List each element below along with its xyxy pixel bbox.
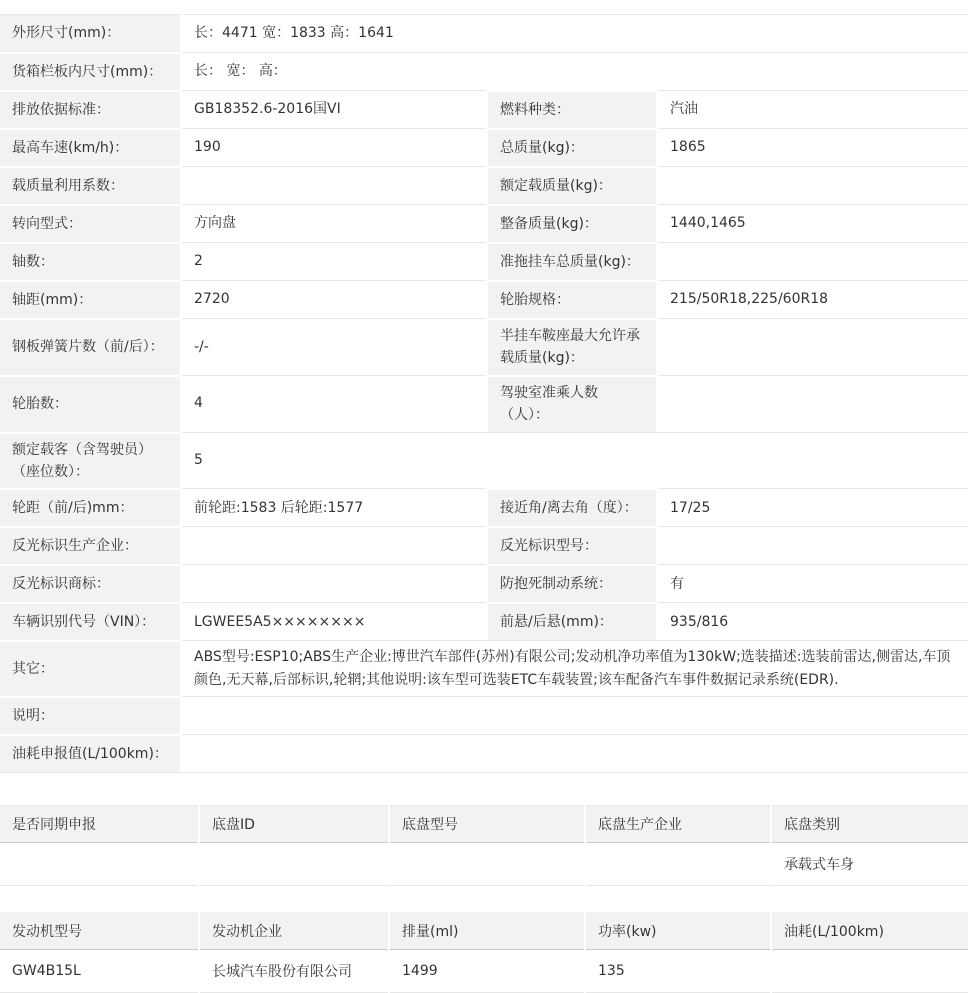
spec-row-axles-trailer: [0, 242, 968, 280]
spec-label: 轴数：: [0, 242, 180, 280]
spec-label: 准拖挂车总质量(kg)：: [488, 242, 656, 280]
spec-label: 燃料种类：: [488, 90, 656, 128]
spec-row-seats: [0, 432, 968, 489]
spec-label: 反光标识型号：: [488, 526, 656, 564]
spec-label: 额定载质量(kg)：: [488, 166, 656, 204]
spec-value: 前轮距:1583 后轮距:1577: [182, 488, 486, 526]
spec-value: 1865: [658, 128, 968, 166]
spec-row-load-factor: [0, 166, 968, 204]
engine-header-fuel: 油耗(L/100km): [772, 912, 968, 950]
spec-label: 整备质量(kg)：: [488, 204, 656, 242]
chassis-header-id: 底盘ID: [200, 805, 388, 843]
spec-value: [658, 375, 968, 432]
spec-value: ABS型号:ESP10;ABS生产企业:博世汽车部件(苏州)有限公司;发动机净功率值为130kW;选装描述:选装前雷达,侧雷达,车顶颜色,无天幕,后部标识,轮辋;其他说明:该车型可选装ETC车载装置;该车配备汽车事件数据记录系统(EDR).: [182, 640, 968, 696]
spec-value: 2: [182, 242, 486, 280]
spec-value: 长： 宽： 高：: [182, 52, 968, 90]
spec-label: 最高车速(km/h)：: [0, 128, 180, 166]
engine-cell-power: 135: [586, 950, 770, 993]
spec-value: 4: [182, 375, 486, 432]
spec-label: 载质量利用系数：: [0, 166, 180, 204]
spec-label: 防抱死制动系统：: [488, 564, 656, 602]
spec-row-wheelbase-tyre: [0, 280, 968, 318]
engine-table: [0, 912, 968, 993]
spec-value: [658, 166, 968, 204]
engine-header-model: 发动机型号: [0, 912, 198, 950]
spec-row-reflective-abs: [0, 564, 968, 602]
spec-label: 反光标识生产企业：: [0, 526, 180, 564]
spec-label: 半挂车鞍座最大允许承载质量(kg)：: [488, 318, 656, 375]
spec-row-track-angles: [0, 488, 968, 526]
chassis-cell-concurrent: [0, 843, 198, 886]
chassis-table: [0, 805, 968, 886]
spec-row-vin-overhang: [0, 602, 968, 640]
spec-value: 5: [182, 432, 968, 489]
spec-value: 汽油: [658, 90, 968, 128]
spec-row-tyres-cab: [0, 375, 968, 432]
spec-row-other: [0, 640, 968, 696]
spec-value: 215/50R18,225/60R18: [658, 280, 968, 318]
spec-label: 转向型式：: [0, 204, 180, 242]
chassis-cell-maker: [586, 843, 770, 886]
spec-value: [658, 526, 968, 564]
spec-table: [0, 14, 968, 773]
spec-label: 钢板弹簧片数（前/后）：: [0, 318, 180, 375]
spec-label: 轮胎规格：: [488, 280, 656, 318]
spec-label: 油耗申报值(L/100km)：: [0, 734, 180, 772]
spec-label: 其它：: [0, 640, 180, 696]
chassis-cell-model: [390, 843, 584, 886]
spec-label: 外形尺寸(mm)：: [0, 14, 180, 52]
spec-value: 有: [658, 564, 968, 602]
spec-value: 长：4471 宽：1833 高：1641: [182, 14, 968, 52]
spec-value: [182, 734, 968, 772]
spec-value: [182, 696, 968, 734]
engine-cell-fuel: [772, 950, 968, 993]
spec-label: 额定载客（含驾驶员）（座位数）：: [0, 432, 180, 489]
spec-label: 总质量(kg)：: [488, 128, 656, 166]
spec-label: 说明：: [0, 696, 180, 734]
spec-row-spring-saddle: [0, 318, 968, 375]
spec-value: GB18352.6-2016国VI: [182, 90, 486, 128]
spec-value: [182, 564, 486, 602]
spec-label: 反光标识商标：: [0, 564, 180, 602]
spec-value: -/-: [182, 318, 486, 375]
spec-value: 1440,1465: [658, 204, 968, 242]
spec-label: 前悬/后悬(mm)：: [488, 602, 656, 640]
vehicle-announcement-page: [0, 14, 968, 993]
spec-value: [182, 166, 486, 204]
engine-cell-maker: 长城汽车股份有限公司: [200, 950, 388, 993]
spec-row-dimensions: [0, 14, 968, 52]
spec-label: 排放依据标准：: [0, 90, 180, 128]
engine-cell-model: GW4B15L: [0, 950, 198, 993]
engine-header-displacement: 排量(ml): [390, 912, 584, 950]
spec-row-remark: [0, 696, 968, 734]
spec-row-emission-fuel: [0, 90, 968, 128]
spec-label: 货箱栏板内尺寸(mm)：: [0, 52, 180, 90]
spec-row-cargo-box: [0, 52, 968, 90]
chassis-header-maker: 底盘生产企业: [586, 805, 770, 843]
spec-label: 轴距(mm)：: [0, 280, 180, 318]
engine-cell-displacement: 1499: [390, 950, 584, 993]
chassis-cell-type: 承载式车身: [772, 843, 968, 886]
spec-value: [658, 242, 968, 280]
chassis-header-concurrent: 是否同期申报: [0, 805, 198, 843]
spec-row-steering-curb: [0, 204, 968, 242]
spec-value: [658, 318, 968, 375]
chassis-cell-id: [200, 843, 388, 886]
spec-row-reflective-maker: [0, 526, 968, 564]
spec-value: 935/816: [658, 602, 968, 640]
engine-header-maker: 发动机企业: [200, 912, 388, 950]
spec-value: 方向盘: [182, 204, 486, 242]
chassis-header-type: 底盘类别: [772, 805, 968, 843]
spec-value: 17/25: [658, 488, 968, 526]
spec-value: LGWEE5A5××××××××: [182, 602, 486, 640]
chassis-header-model: 底盘型号: [390, 805, 584, 843]
spec-label: 轮胎数：: [0, 375, 180, 432]
spec-value: 190: [182, 128, 486, 166]
spec-label: 接近角/离去角（度）：: [488, 488, 656, 526]
spec-row-fuel-declared: [0, 734, 968, 772]
spec-value: 2720: [182, 280, 486, 318]
spec-value: [182, 526, 486, 564]
spec-label: 轮距（前/后)mm：: [0, 488, 180, 526]
spec-label: 驾驶室准乘人数（人）：: [488, 375, 656, 432]
spec-label: 车辆识别代号（VIN）：: [0, 602, 180, 640]
engine-header-power: 功率(kw): [586, 912, 770, 950]
spec-row-speed-mass: [0, 128, 968, 166]
